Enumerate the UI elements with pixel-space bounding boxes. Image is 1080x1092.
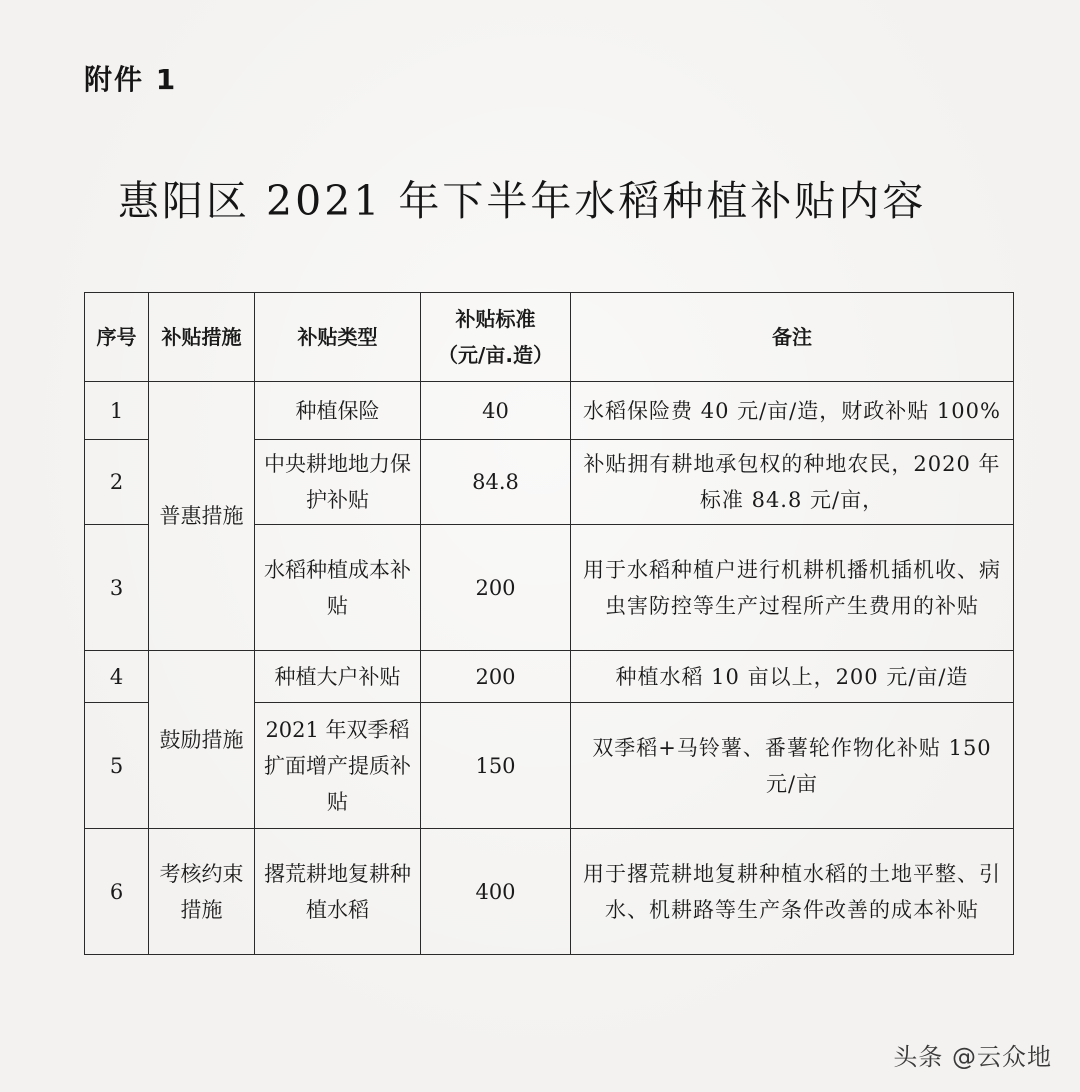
cell-type: 中央耕地地力保护补贴 [255,440,421,525]
table-header-row [85,293,1014,382]
header-standard-line2: （元/亩.造） [438,343,553,367]
document-title: 惠阳区 2021 年下半年水稻种植补贴内容 [118,177,927,225]
table-row [85,651,1014,703]
header-type: 补贴类型 [255,293,421,382]
cell-note: 种植水稻 10 亩以上，200 元/亩/造 [571,651,1014,703]
header-standard [421,293,571,382]
cell-standard: 84.8 [421,440,571,525]
cell-standard: 400 [421,829,571,955]
header-note: 备注 [571,293,1014,382]
cell-type: 撂荒耕地复耕种植水稻 [255,829,421,955]
header-seq: 序号 [85,293,149,382]
cell-measure-guli: 鼓励措施 [149,651,255,829]
watermark: 头条 @云众地 [893,1043,1052,1071]
cell-note: 用于水稻种植户进行机耕机播机插机收、病虫害防控等生产过程所产生费用的补贴 [571,525,1014,651]
cell-type: 2021 年双季稻扩面增产提质补贴 [255,703,421,829]
cell-note: 补贴拥有耕地承包权的种地农民，2020 年标准 84.8 元/亩， [571,440,1014,525]
cell-seq: 2 [85,440,149,525]
cell-seq: 1 [85,382,149,440]
cell-seq: 4 [85,651,149,703]
cell-seq: 6 [85,829,149,955]
header-standard-line1: 补贴标准 [455,307,536,331]
table-row [85,382,1014,440]
cell-seq: 5 [85,703,149,829]
cell-standard: 200 [421,651,571,703]
cell-standard: 40 [421,382,571,440]
cell-measure-puhui: 普惠措施 [149,382,255,651]
cell-seq: 3 [85,525,149,651]
subsidy-table [84,292,1014,955]
cell-type: 种植大户补贴 [255,651,421,703]
cell-note: 用于撂荒耕地复耕种植水稻的土地平整、引水、机耕路等生产条件改善的成本补贴 [571,829,1014,955]
cell-type: 水稻种植成本补贴 [255,525,421,651]
cell-measure-kaohe: 考核约束措施 [149,829,255,955]
cell-standard: 200 [421,525,571,651]
cell-note: 水稻保险费 40 元/亩/造，财政补贴 100% [571,382,1014,440]
header-measure: 补贴措施 [149,293,255,382]
attachment-label: 附件 1 [84,63,178,96]
cell-note: 双季稻+马铃薯、番薯轮作物化补贴 150 元/亩 [571,703,1014,829]
cell-type: 种植保险 [255,382,421,440]
table-row [85,829,1014,955]
cell-standard: 150 [421,703,571,829]
